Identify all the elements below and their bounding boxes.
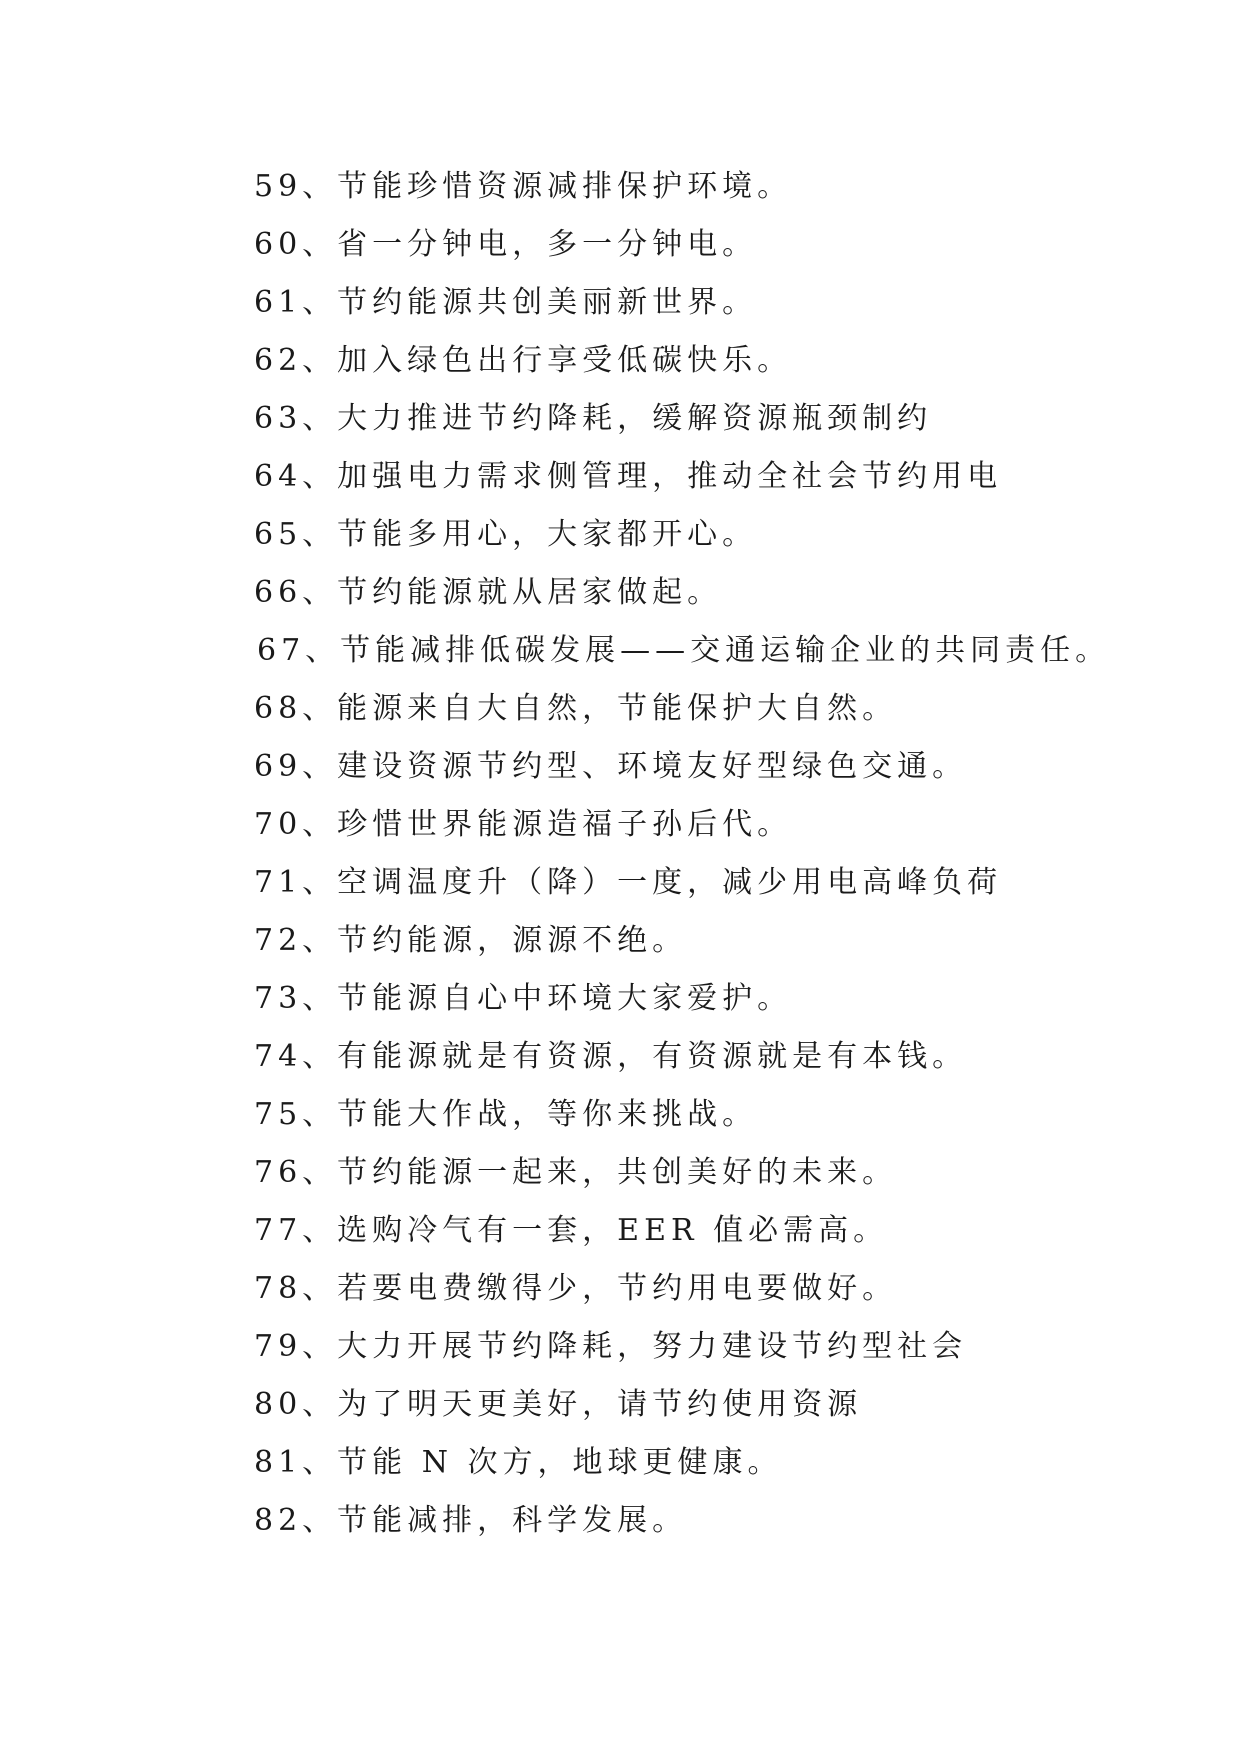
- slogan-item: 59、节能珍惜资源减排保护环境。: [254, 169, 793, 204]
- slogan-item: 81、节能 N 次方，地球更健康。: [254, 1445, 783, 1480]
- slogan-item: 72、节约能源，源源不绝。: [254, 923, 688, 958]
- slogan-item: 66、节约能源就从居家做起。: [254, 575, 723, 610]
- slogan-item: 75、节能大作战，等你来挑战。: [254, 1097, 758, 1132]
- slogan-item: 73、节能源自心中环境大家爱护。: [254, 981, 793, 1016]
- slogan-item: 61、节约能源共创美丽新世界。: [254, 285, 758, 320]
- slogan-item: 77、选购冷气有一套，EER 值必需高。: [254, 1213, 889, 1248]
- slogan-list: [254, 158, 1110, 1550]
- slogan-item: 79、大力开展节约降耗，努力建设节约型社会: [254, 1329, 968, 1364]
- slogan-item: 71、空调温度升（降）一度，减少用电高峰负荷: [254, 865, 1003, 900]
- slogan-item: 65、节能多用心，大家都开心。: [254, 517, 758, 552]
- slogan-item: 69、建设资源节约型、环境友好型绿色交通。: [254, 749, 968, 784]
- slogan-item: 62、加入绿色出行享受低碳快乐。: [254, 343, 793, 378]
- slogan-item: 82、节能减排，科学发展。: [254, 1503, 688, 1538]
- slogan-item: 63、大力推进节约降耗，缓解资源瓶颈制约: [254, 401, 933, 436]
- slogan-item: 68、能源来自大自然，节能保护大自然。: [254, 691, 898, 726]
- slogan-item: 67、节能减排低碳发展——交通运输企业的共同责任。: [257, 633, 1111, 668]
- slogan-item: 78、若要电费缴得少，节约用电要做好。: [254, 1271, 898, 1306]
- slogan-item: 76、节约能源一起来，共创美好的未来。: [254, 1155, 898, 1190]
- slogan-item: 64、加强电力需求侧管理，推动全社会节约用电: [254, 459, 1003, 494]
- slogan-item: 70、珍惜世界能源造福子孙后代。: [254, 807, 793, 842]
- slogan-item: 80、为了明天更美好，请节约使用资源: [254, 1387, 863, 1422]
- slogan-item: 60、省一分钟电，多一分钟电。: [254, 227, 758, 262]
- slogan-item: 74、有能源就是有资源，有资源就是有本钱。: [254, 1039, 968, 1074]
